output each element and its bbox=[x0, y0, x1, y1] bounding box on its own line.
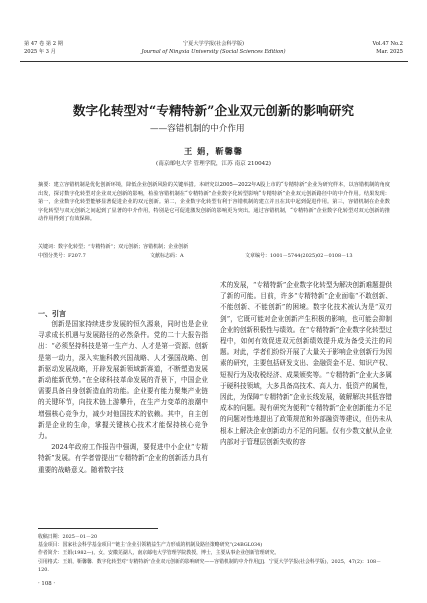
volume-issue-cn: 第 47 卷 第 2 期 bbox=[24, 41, 63, 47]
footnote-rule bbox=[38, 528, 158, 529]
article-subtitle: ——容错机制的中介作用 bbox=[150, 124, 245, 134]
journal-name-en: Journal of Ningxia University (Social Sciences Edition) bbox=[141, 49, 286, 55]
volume-issue-en: Vol.47 No.2 bbox=[372, 41, 403, 47]
affiliation: (南京邮电大学 管理学院，江苏 南京 210042) bbox=[156, 161, 271, 167]
section-heading: 一、引言 bbox=[38, 309, 66, 318]
date-en: Mar. 2025 bbox=[376, 49, 403, 55]
author-bio: 作者简介：王娟(1982—)，女，安徽芜湖人，南京邮电大学管理学院教授，博士，主要从事企业创新管理研究。 bbox=[38, 550, 280, 557]
right-column bbox=[220, 280, 392, 448]
date-cn: 2025 年 3 月 bbox=[24, 49, 56, 55]
author-line: 王 娟，靳馨馨 bbox=[184, 146, 243, 156]
body-paragraph: 创新是国家持续进步发展的恒久源泉，同时也是企业寻求成长机遇与发展路径的必然条件。党的二十大报告指出：“必须坚持科技是第一生产力、人才是第一资源、创新是第一动力，深入实施科教兴国战略、人才强国战略、创新驱动发展战略，开辟发展新领域新赛道，不断塑造发展新动能新优势。”在全球科技革命发展的背景下，中国企业需要具备自身创新造血的功能。企业要有能力聚集产业链的关键环节，向技术链上游攀升，在生产力变革的浪潮中增强核心竞争力，减少对他国技术的依赖。其中，自主创新是企业的生命，掌握关键核心技术才能保持核心竞争力。 bbox=[38, 320, 208, 441]
body-paragraph: 术的发展，“专精特新”企业数字化转型为解决创新难题提供了新的可能。目前，许多“专精特新”企业面临“不敢创新、不能创新、不能创新”的困境。数字化技术被认为是“双刃剑”，它既可能对企业创新产生积极的影响，也可能会抑制企业的创新积极性与绩效。在“专精特新”企业数字化转型过程中，如何有效促进双元创新绩效提升成为备受关注的问题。对此，学者们纷纷开展了大量关于影响企业创新行为因素的研究，主要包括研发支出、金融资金不足、知识产权、短视行为及收税经济、成果颁奖等。“专精特新”企业大多属于硬科技领域，大多具备高技术、高人力、低资产的属性，因此，为保障“专精特新”企业长线发展，破解解决其低容错成本的问题。现有研究为便利“专精特新”企业创新能力不足的问题对性地提出了政策规范和外部融资等建议，但仍未从根本上解决企业创新动力不足的问题。仅有少数文献从企业内部对于管理层创新失败的容 bbox=[220, 281, 392, 446]
received-date: 收稿日期：2025－01－20 bbox=[38, 534, 98, 540]
abstract: 摘要：建立容错机制是优化创新环境，降低企业创新风险的关键举措。本研究以2005—2022年A股上市的“专精特新”企业为研究样本，以容错机制的角度出发，探讨数字化转型对企业双元创新的影响，检验容错机制在“专精特新”企业数字化转型影响“专精特新”企业双元创新路径中的中介作用。结果发现：第一，企业数字化转型能够显著促进企业的双元创新。第二，企业数字化转型有利于容错机制的建立并且在其中起到促进作用。第三，容错机制在企业数字化转型与双元创新之间起到了显著的中介作用，特别是它可促进激发创新的影响更为突出。通过容错机制，“专精特新”企业数字化转型对双元创新的推动作用得到了有效保障。 bbox=[38, 182, 390, 223]
body-paragraph: 2024年政府工作报告中强调，要促进中小企业“专精特新”发展。有学者曾提出“专精特新”企业的创新活力具有重要的战略意义。随着数字技 bbox=[38, 443, 208, 474]
article-title: 数字化转型对“专精特新”企业双元创新的影响研究 bbox=[72, 103, 355, 118]
left-column bbox=[38, 308, 208, 476]
citation-format: 引用格式：王娟，靳馨馨．数字化转型对“专精特新”企业双元创新的影响研究——容错机制的中介作用[J]．宁夏大学学报(社会科学版)，2025，47(2)：108－120. bbox=[38, 558, 381, 573]
clc-number: 中图分类号：F207.7 bbox=[38, 253, 86, 259]
fund-project: 基金项目：国家社会科学基金项目“‘链主’企业引领精益生产力形成的机制及路径策略研究”(24BGL034) bbox=[38, 542, 263, 549]
page-number: · 108 · bbox=[38, 581, 56, 587]
document-code: 文献标志码：A bbox=[150, 253, 184, 259]
footnotes bbox=[38, 533, 390, 574]
journal-name-cn: 宁夏大学学报(社会科学版) bbox=[182, 41, 245, 47]
keywords: 关键词：数字化转型；“专精特新”；双元创新；容错机制；企业创新 bbox=[38, 244, 189, 250]
header-rule bbox=[20, 61, 408, 62]
article-number: 文章编号：1001－5744(2025)02－0108－13 bbox=[245, 253, 353, 259]
